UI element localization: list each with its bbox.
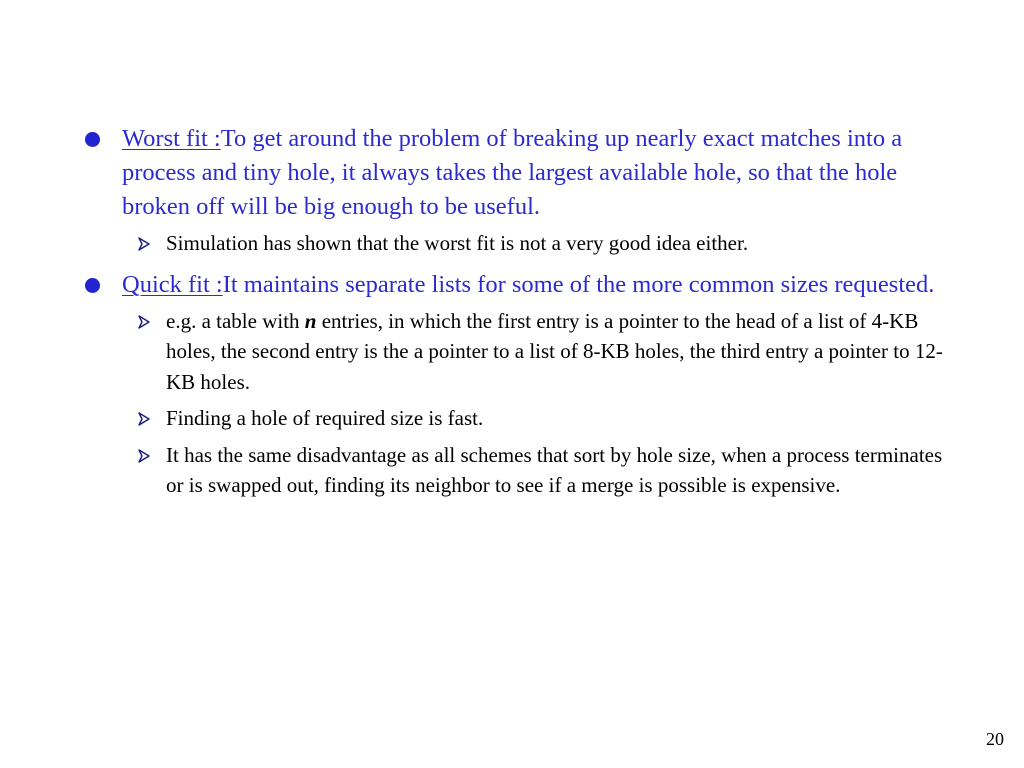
worst-fit-description: To get around the problem of breaking up nearly exact matches into a process and tiny hole, it always takes the largest available hole, so that the hole broken off will be big enough to be useful. bbox=[122, 125, 903, 220]
quick-fit-description: It maintains separate lists for some of the more common sizes requested. bbox=[222, 270, 935, 298]
bullet-worst-fit bbox=[80, 122, 960, 224]
subitem-text: Simulation has shown that the worst fit is not a very good idea either. bbox=[166, 231, 749, 255]
arrowhead-bullet-icon bbox=[137, 449, 151, 463]
subitem-quick-fit-disadvantage bbox=[80, 440, 960, 501]
subitem-text: It has the same disadvantage as all schemes that sort by hole size, when a process terminates or is swapped out, finding its neighbor to see if a merge is possible is expensive. bbox=[166, 442, 943, 497]
filled-circle-bullet-icon bbox=[85, 132, 100, 147]
subitem-quick-fit-table bbox=[80, 306, 960, 398]
subitem-quick-fit-fast bbox=[80, 403, 960, 434]
term-quick-fit: Quick fit : bbox=[122, 270, 223, 298]
emphasis-n: n bbox=[304, 308, 317, 333]
arrowhead-bullet-icon bbox=[137, 315, 151, 329]
subitem-text-after: entries, in which the first entry is a pointer to the head of a list of 4-KB holes, the second entry is the a pointer to a list of 8-KB holes, the third entry a pointer to 12-KB holes. bbox=[166, 308, 943, 394]
term-worst-fit: Worst fit : bbox=[122, 125, 221, 152]
arrowhead-bullet-icon bbox=[137, 412, 151, 426]
arrowhead-bullet-icon bbox=[137, 237, 151, 251]
slide-content bbox=[80, 122, 960, 507]
filled-circle-bullet-icon bbox=[85, 278, 100, 293]
subitem-worst-fit-simulation bbox=[80, 228, 960, 259]
page-number: 20 bbox=[986, 729, 1004, 749]
bullet-quick-fit bbox=[80, 268, 960, 302]
subitem-text-before: e.g. a table with bbox=[166, 308, 305, 333]
subitem-text: Finding a hole of required size is fast. bbox=[166, 406, 484, 430]
